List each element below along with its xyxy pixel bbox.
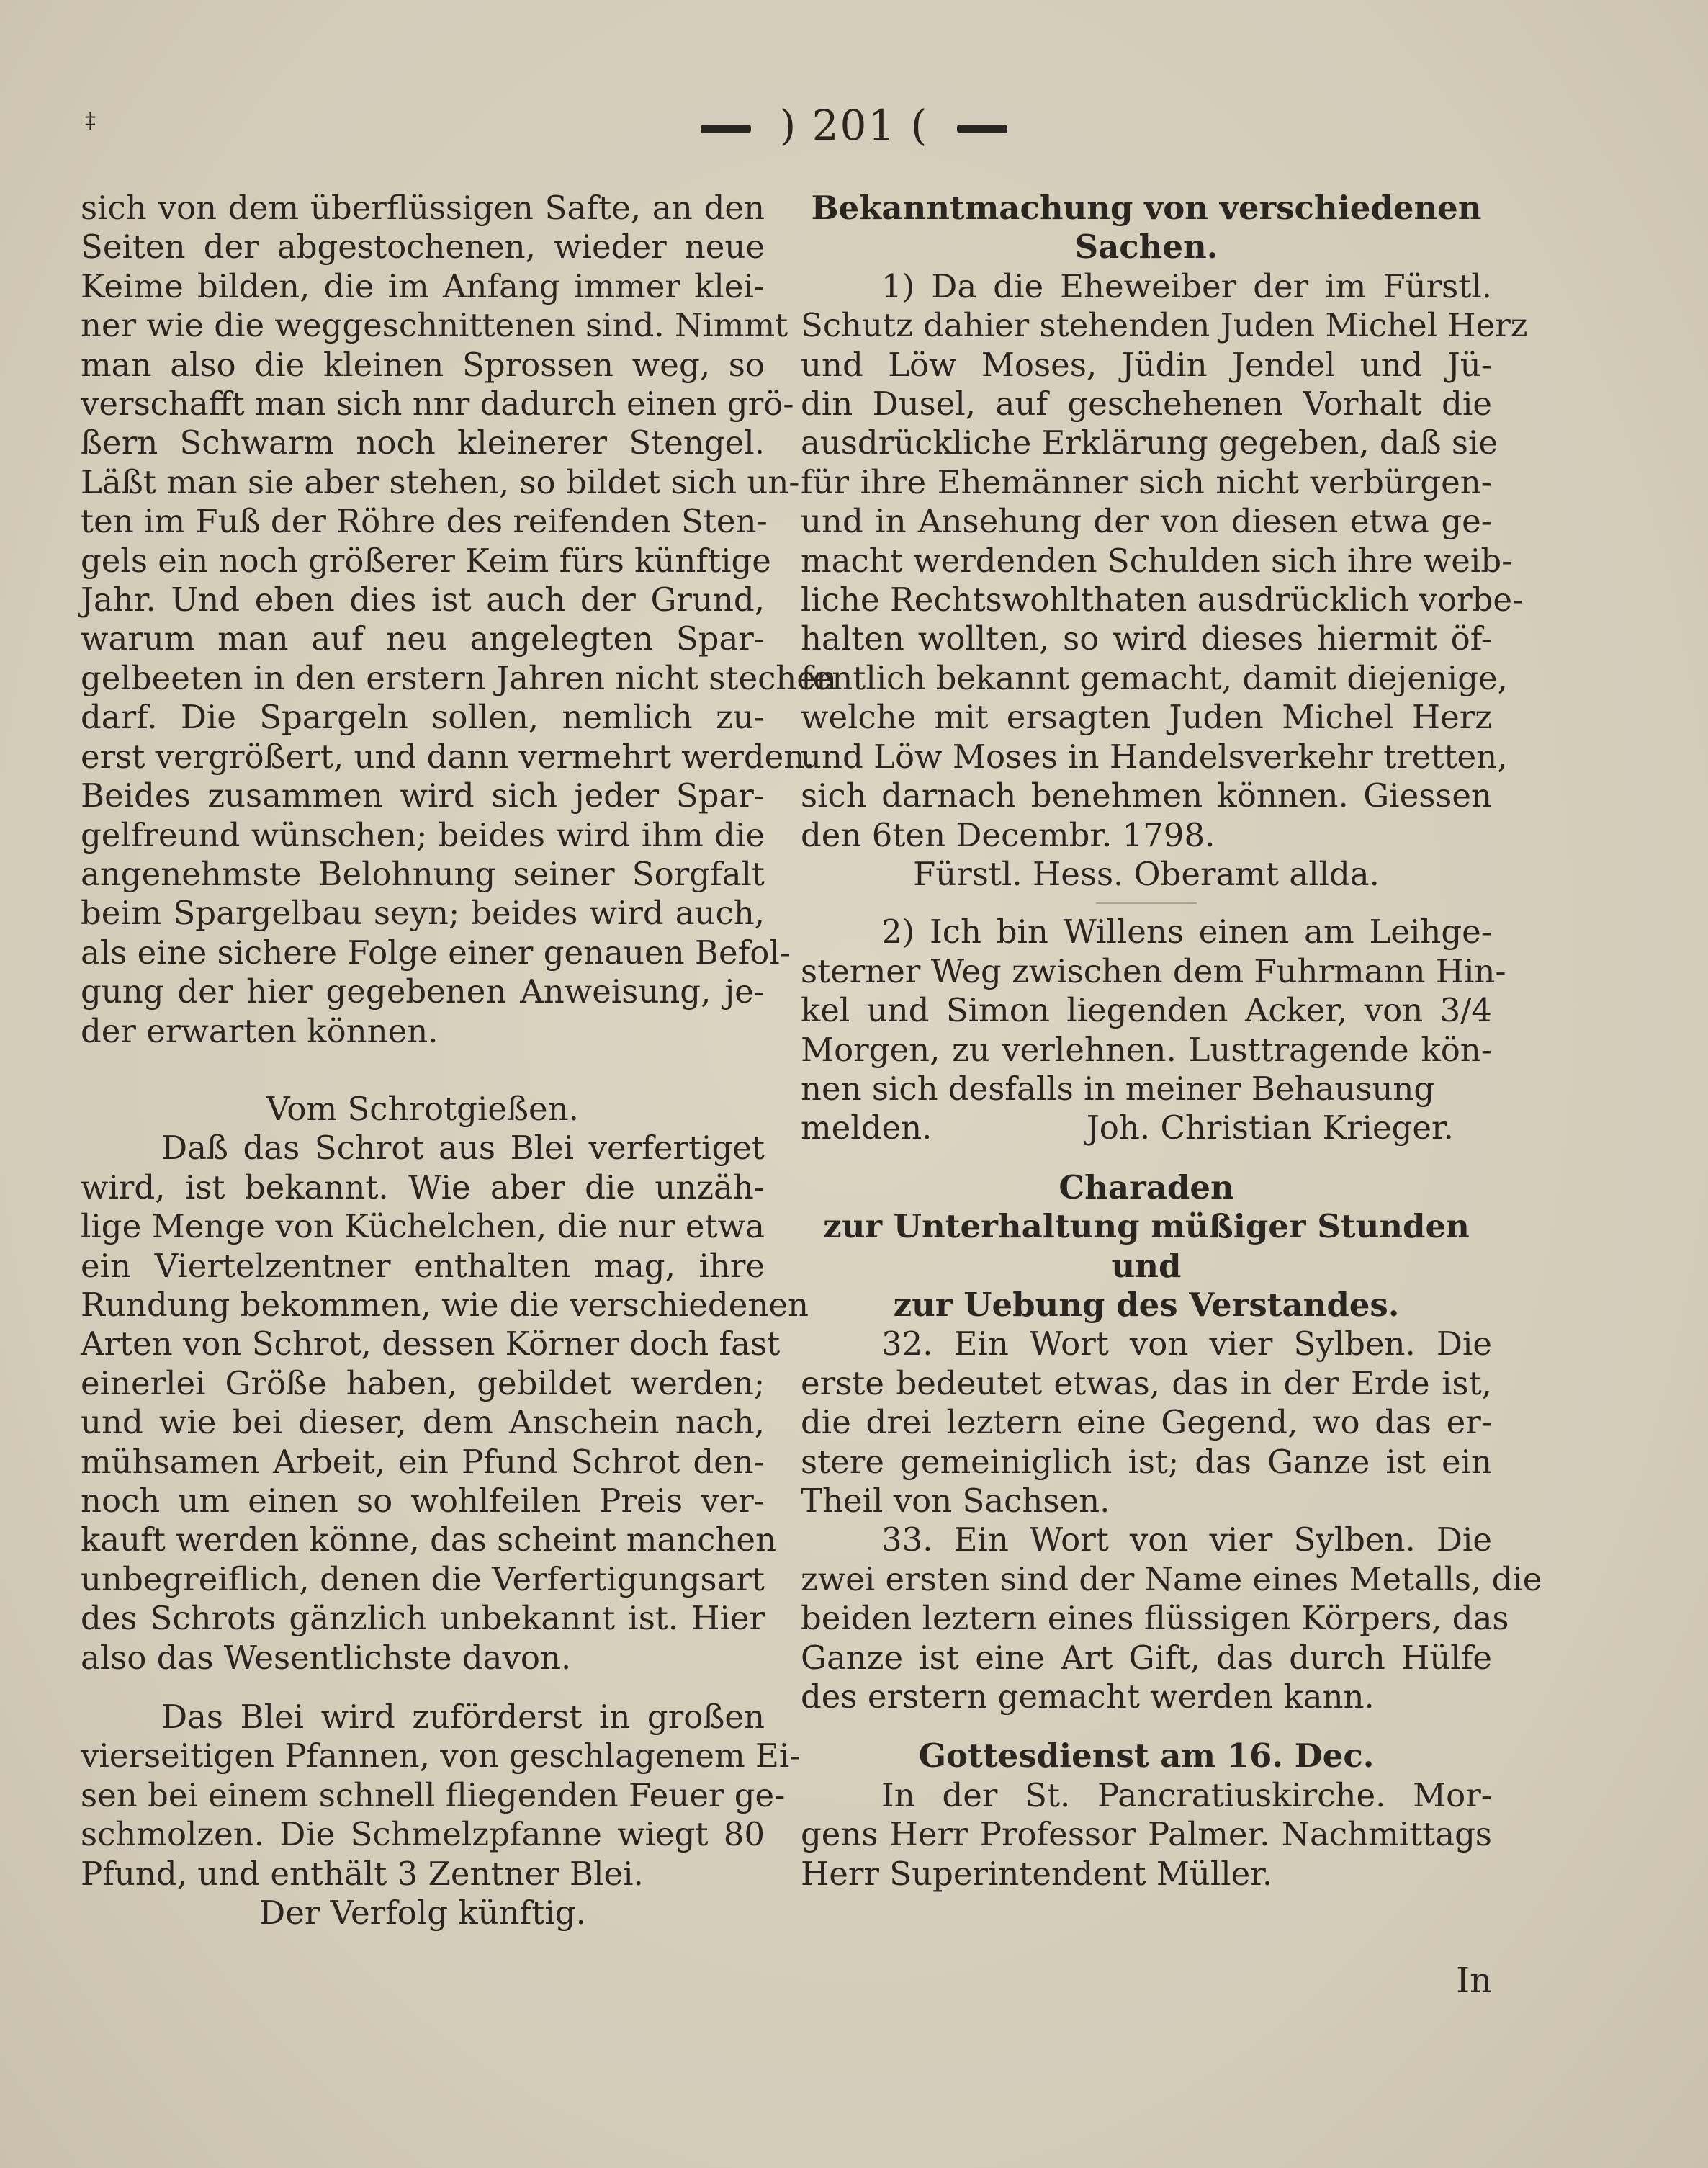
text-line: gels ein noch größerer Keim fürs künftige [81,541,771,580]
text-line: gung der hier gegebenen Anweisung, je- [81,972,765,1011]
text-line: sich darnach benehmen können. Giessen [801,776,1492,815]
notice-1-signature: Fürstl. Hess. Oberamt allda. [913,854,1380,893]
text-line: verschafft man sich nnr dadurch einen grö- [81,385,794,424]
text-line: ner wie die weggeschnittenen sind. Nimmt [81,306,788,345]
catchword: In [1456,1961,1492,2001]
text-line: Herr Superintendent Müller. [801,1854,1273,1893]
text-line: sterner Weg zwischen dem Fuhrmann Hin- [801,951,1506,990]
text-line: gelbeeten in den erstern Jahren nicht stechen [81,658,837,697]
text-line: ausdrückliche Erklärung gegeben, daß sie [801,424,1498,462]
text-line: Schutz dahier stehenden Juden Michel Herz [801,306,1528,345]
text-line: Morgen, zu verlehnen. Lusttragende kön- [801,1030,1492,1069]
notice-2-last-line [801,1108,1492,1147]
text-line: schmolzen. Die Schmelzpfanne wiegt 80 [81,1815,765,1854]
text-line: man also die kleinen Sprossen weg, so [81,345,765,384]
text-line: Daß das Schrot aus Blei verfertiget [161,1129,765,1168]
charade-32 [801,1325,1492,1520]
text-line: Rundung bekommen, wie die verschiedenen [81,1285,809,1324]
text-line: lige Menge von Küchelchen, die nur etwa [81,1207,765,1246]
notice-2-last-word: melden. [801,1108,932,1147]
article-title: Vom Schrotgießen. [266,1089,579,1128]
text-line: macht werdenden Schulden sich ihre weib- [801,541,1513,580]
text-line: Ganze ist eine Art Gift, das durch Hülfe [801,1638,1492,1677]
service-title: Gottesdienst am 16. Dec. [918,1737,1375,1775]
text-line: Pfund, und enthält 3 Zentner Blei. [81,1854,644,1893]
text-line: und in Ansehung der von diesen etwa ge- [801,502,1492,541]
text-line: gelfreund wünschen; beides wird ihm die [81,815,765,854]
notice-2 [801,913,1506,1108]
text-line: erste bedeutet etwas, das in der Erde ist, [801,1363,1492,1402]
text-line: und Löw Moses in Handelsverkehr tretten, [801,737,1508,776]
text-line: als eine sichere Folge einer genauen Befol- [81,933,791,972]
text-line: fentlich bekannt gemacht, damit diejenige, [801,658,1508,697]
page-header [0,101,1708,150]
section-title-cont: Sachen. [1074,228,1218,266]
text-line: ßern Schwarm noch kleinerer Stengel. [81,424,765,462]
text-line: darf. Die Spargeln sollen, nemlich zu- [81,698,765,737]
article-paragraph-1 [81,1129,809,1677]
text-line: nen sich desfalls in meiner Behausung [801,1069,1435,1108]
charades-subtitle-1: zur Unterhaltung müßiger Stunden und [823,1207,1470,1285]
text-line: Seiten der abgestochenen, wieder neue [81,228,765,266]
text-line: für ihre Ehemänner sich nicht verbürgen- [801,462,1492,501]
text-line: liche Rechtswohlthaten ausdrücklich vorbe- [801,581,1524,619]
text-line: stere gemeiniglich ist; das Ganze ist ein [801,1442,1492,1481]
text-line: den 6ten Decembr. 1798. [801,815,1215,854]
text-line: vierseitigen Pfannen, von geschlagenem Ei- [81,1737,801,1775]
text-line: kel und Simon liegenden Acker, von 3/4 [801,991,1492,1030]
charade-33 [801,1520,1542,1716]
text-line: also das Wesentlichste davon. [81,1638,572,1677]
text-line: din Dusel, auf geschehenen Vorhalt die [801,385,1492,424]
charades-title: Charaden [1058,1168,1234,1206]
text-line: ten im Fuß der Röhre des reifenden Sten- [81,502,768,541]
text-line: beiden leztern eines flüssigen Körpers, das [801,1599,1509,1638]
text-line: In der St. Pancratiuskirche. Mor- [881,1775,1492,1814]
text-line: gens Herr Professor Palmer. Nachmittags [801,1815,1492,1854]
text-line: welche mit ersagten Juden Michel Herz [801,698,1492,737]
left-column [81,189,837,1932]
text-line: zwei ersten sind der Name eines Metalls, die [801,1559,1542,1598]
header-dash-left [701,125,751,133]
text-line: Läßt man sie aber stehen, so bildet sich un- [81,462,800,501]
text-line: 2) Ich bin Willens einen am Leihge- [881,913,1492,951]
text-line: 33. Ein Wort von vier Sylben. Die [881,1520,1492,1559]
text-line: Keime bilden, die im Anfang immer klei- [81,266,765,305]
text-line: ein Viertelzentner enthalten mag, ihre [81,1246,765,1285]
header-dash-right [957,125,1007,133]
text-line: Das Blei wird zuförderst in großen [161,1698,765,1737]
text-line: 1) Da die Eheweiber der im Fürstl. [881,266,1492,305]
text-line: unbegreiflich, denen die Verfertigungsart [81,1559,765,1598]
text-line: wird, ist bekannt. Wie aber die unzäh- [81,1168,765,1206]
text-line: halten wollten, so wird dieses hiermit öf- [801,619,1492,658]
text-line: warum man auf neu angelegten Spar- [81,619,765,658]
text-line: angenehmste Belohnung seiner Sorgfalt [81,854,765,893]
text-line: sen bei einem schnell fliegenden Feuer ge- [81,1775,786,1814]
text-line: der erwarten können. [81,1011,439,1050]
text-line: beim Spargelbau seyn; beides wird auch, [81,894,765,933]
text-line: des erstern gemacht werden kann. [801,1677,1375,1716]
text-line: kauft werden könne, das scheint manchen [81,1520,777,1559]
text-line: Jahr. Und eben dies ist auch der Grund, [81,581,765,619]
text-line: die drei leztern eine Gegend, wo das er- [801,1403,1492,1442]
page-number: ) 201 ( [779,101,929,150]
section-title: Bekanntmachung von verschiedenen [811,189,1482,227]
service-text [801,1776,1492,1894]
notice-1 [801,266,1528,855]
text-line: des Schrots gänzlich unbekannt ist. Hier [81,1599,765,1638]
notice-2-signature: Joh. Christian Krieger. [1086,1108,1454,1147]
text-line: 32. Ein Wort von vier Sylben. Die [881,1325,1492,1363]
divider [1096,902,1197,904]
text-line: und wie bei dieser, dem Anschein nach, [81,1403,765,1442]
text-line: Theil von Sachsen. [801,1482,1110,1520]
text-line: sich von dem überflüssigen Safte, an den [81,189,765,227]
text-line: einerlei Größe haben, gebildet werden; [81,1363,765,1402]
text-line: erst vergrößert, und dann vermehrt werden. [81,737,815,776]
text-line: Beides zusammen wird sich jeder Spar- [81,776,765,815]
text-line: Arten von Schrot, dessen Körner doch fast [81,1325,781,1363]
article-paragraph-2 [81,1698,801,1894]
text-line: noch um einen so wohlfeilen Preis ver- [81,1482,765,1520]
charades-subtitle-2: zur Uebung des Verstandes. [893,1285,1400,1324]
corner-mark: ‡ [85,108,96,133]
text-line: und Löw Moses, Jüdin Jendel und Jü- [801,345,1492,384]
text-line: mühsamen Arbeit, ein Pfund Schrot den- [81,1442,765,1481]
right-column [801,189,1542,1894]
continued-note: Der Verfolg künftig. [259,1894,586,1932]
continuation-text [81,189,837,1051]
